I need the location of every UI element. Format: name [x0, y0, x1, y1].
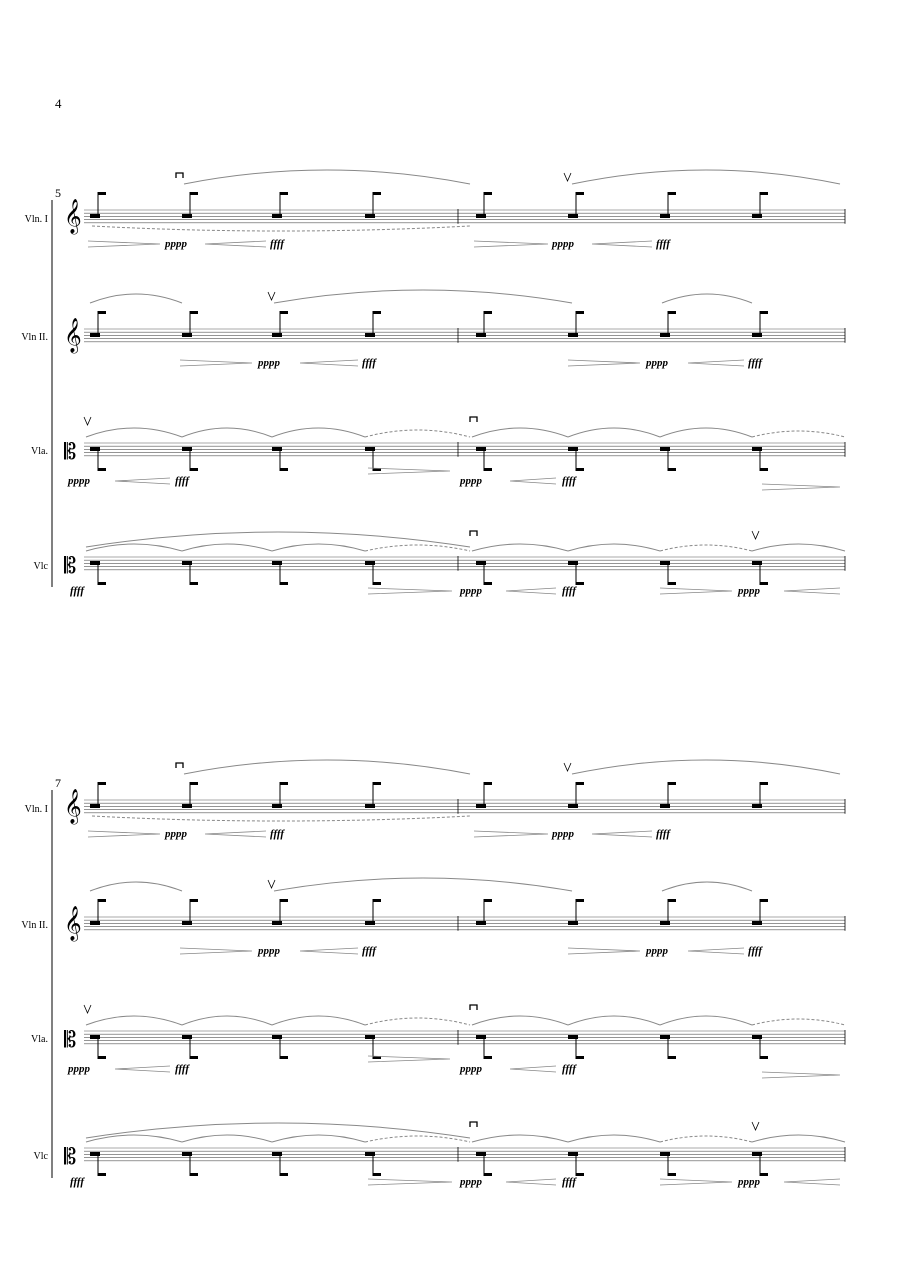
decrescendo-hairpin	[660, 588, 732, 594]
flag	[98, 1056, 106, 1059]
flag	[760, 1173, 768, 1176]
slur	[90, 882, 182, 891]
flag	[190, 1056, 198, 1059]
flag	[668, 311, 676, 314]
note-head	[752, 447, 762, 451]
flag	[190, 1173, 198, 1176]
decrescendo-hairpin	[474, 241, 548, 247]
flag	[484, 899, 492, 902]
note-head	[568, 214, 578, 218]
flag	[576, 468, 584, 471]
decrescendo-hairpin	[88, 241, 160, 247]
up-bow-icon	[564, 763, 571, 771]
flag	[760, 582, 768, 585]
alto-clef-icon: 𝄡	[64, 554, 77, 579]
note-head	[90, 561, 100, 565]
note-head	[568, 921, 578, 925]
note-head	[90, 1035, 100, 1039]
note-head	[660, 921, 670, 925]
note-head	[90, 921, 100, 925]
note-head	[365, 333, 375, 337]
note-head	[272, 561, 282, 565]
note-head	[90, 804, 100, 808]
flag	[280, 192, 288, 195]
note-head	[476, 214, 486, 218]
decrescendo-hairpin	[180, 948, 252, 954]
dynamic-marking: pppp	[165, 828, 187, 840]
dynamic-marking: pppp	[460, 585, 482, 597]
note-head	[752, 1152, 762, 1156]
note-head	[182, 333, 192, 337]
flag	[576, 311, 584, 314]
flag	[373, 192, 381, 195]
dynamic-marking: pppp	[165, 238, 187, 250]
flag	[98, 782, 106, 785]
flag	[373, 582, 381, 585]
crescendo-hairpin	[688, 948, 744, 954]
note-head	[272, 1152, 282, 1156]
dynamic-marking: ffff	[175, 1063, 190, 1075]
note-head	[182, 561, 192, 565]
slur	[660, 428, 752, 437]
note-head	[476, 804, 486, 808]
note-head	[660, 333, 670, 337]
decrescendo-hairpin	[88, 831, 160, 837]
flag	[190, 468, 198, 471]
flag	[668, 782, 676, 785]
flag	[98, 1173, 106, 1176]
slur	[660, 545, 752, 551]
slur	[92, 816, 470, 821]
crescendo-hairpin	[115, 1066, 170, 1072]
crescendo-hairpin	[115, 478, 170, 484]
crescendo-hairpin	[688, 360, 744, 366]
note-head	[365, 921, 375, 925]
dynamic-marking: pppp	[646, 357, 668, 369]
note-head	[182, 1152, 192, 1156]
note-head	[90, 333, 100, 337]
dynamic-marking: pppp	[460, 475, 482, 487]
flag	[576, 899, 584, 902]
flag	[373, 311, 381, 314]
treble-clef-icon: 𝄞	[64, 906, 82, 941]
slur	[182, 428, 272, 437]
flag	[373, 1173, 381, 1176]
dynamic-marking: ffff	[362, 357, 377, 369]
alto-clef-icon: 𝄡	[64, 1028, 77, 1053]
crescendo-hairpin	[510, 1066, 556, 1072]
flag	[668, 192, 676, 195]
slur	[86, 428, 182, 437]
down-bow-icon	[176, 763, 183, 768]
slur	[92, 226, 470, 231]
slur	[86, 1016, 182, 1025]
flag	[280, 1056, 288, 1059]
crescendo-hairpin	[592, 831, 652, 837]
up-bow-icon	[268, 880, 275, 888]
dynamic-marking: ffff	[748, 357, 763, 369]
note-head	[365, 804, 375, 808]
crescendo-hairpin	[784, 1179, 840, 1185]
crescendo-hairpin	[205, 241, 266, 247]
flag	[373, 782, 381, 785]
up-bow-icon	[752, 1122, 759, 1130]
note-head	[660, 561, 670, 565]
flag	[668, 468, 676, 471]
dynamic-marking: pppp	[258, 357, 280, 369]
flag	[280, 582, 288, 585]
slur	[365, 545, 470, 551]
note-head	[568, 804, 578, 808]
dynamic-marking: ffff	[562, 1176, 577, 1188]
crescendo-hairpin	[300, 360, 358, 366]
alto-clef-icon: 𝄡	[64, 440, 77, 465]
flag	[576, 192, 584, 195]
flag	[760, 782, 768, 785]
note-head	[660, 1035, 670, 1039]
flag	[760, 192, 768, 195]
slur	[274, 290, 572, 303]
note-head	[272, 804, 282, 808]
dynamic-marking: pppp	[738, 585, 760, 597]
decrescendo-hairpin	[568, 948, 640, 954]
note-head	[752, 1035, 762, 1039]
dynamic-marking: pppp	[646, 945, 668, 957]
dynamic-marking: ffff	[656, 828, 671, 840]
slur	[752, 544, 845, 551]
alto-clef-icon: 𝄡	[64, 1145, 77, 1170]
dynamic-marking: pppp	[738, 1176, 760, 1188]
down-bow-icon	[470, 1005, 477, 1010]
note-head	[476, 921, 486, 925]
dynamic-marking: pppp	[460, 1176, 482, 1188]
decrescendo-hairpin	[762, 1072, 840, 1078]
down-bow-icon	[470, 531, 477, 536]
note-head	[568, 1035, 578, 1039]
measure-number: 7	[55, 776, 61, 790]
slur	[752, 1019, 845, 1025]
dynamic-marking: ffff	[562, 475, 577, 487]
note-head	[476, 447, 486, 451]
slur	[472, 544, 568, 551]
flag	[484, 582, 492, 585]
slur	[365, 430, 470, 437]
decrescendo-hairpin	[762, 484, 840, 490]
slur	[662, 294, 752, 303]
slur	[365, 1018, 470, 1025]
note-head	[660, 804, 670, 808]
down-bow-icon	[470, 1122, 477, 1127]
note-head	[365, 1152, 375, 1156]
flag	[484, 468, 492, 471]
crescendo-hairpin	[506, 588, 556, 594]
note-head	[568, 333, 578, 337]
note-head	[182, 921, 192, 925]
note-head	[476, 561, 486, 565]
decrescendo-hairpin	[368, 1179, 452, 1185]
up-bow-icon	[752, 531, 759, 539]
dynamic-marking: pppp	[68, 475, 90, 487]
flag	[484, 192, 492, 195]
instrument-label-violin-2: Vln II.	[21, 332, 48, 343]
flag	[190, 899, 198, 902]
down-bow-icon	[176, 173, 183, 178]
treble-clef-icon: 𝄞	[64, 789, 82, 824]
slur	[182, 544, 272, 551]
note-head	[182, 214, 192, 218]
note-head	[365, 1035, 375, 1039]
note-head	[752, 561, 762, 565]
dynamic-marking: ffff	[70, 1176, 85, 1188]
flag	[760, 311, 768, 314]
dynamic-marking: pppp	[68, 1063, 90, 1075]
flag	[190, 311, 198, 314]
dynamic-marking: ffff	[270, 828, 285, 840]
flag	[760, 1056, 768, 1059]
flag	[668, 1173, 676, 1176]
flag	[668, 582, 676, 585]
note-head	[365, 447, 375, 451]
treble-clef-icon: 𝄞	[64, 199, 82, 234]
note-head	[272, 1035, 282, 1039]
slur	[568, 428, 660, 437]
crescendo-hairpin	[510, 478, 556, 484]
instrument-label-violin-1: Vln. I	[24, 804, 48, 815]
note-head	[272, 333, 282, 337]
dynamic-marking: ffff	[562, 1063, 577, 1075]
note-head	[568, 1152, 578, 1156]
flag	[98, 192, 106, 195]
dynamic-marking: ffff	[656, 238, 671, 250]
flag	[760, 468, 768, 471]
flag	[484, 1173, 492, 1176]
note-head	[272, 921, 282, 925]
flag	[668, 899, 676, 902]
slur	[272, 428, 365, 437]
note-head	[752, 804, 762, 808]
dynamic-marking: ffff	[175, 475, 190, 487]
dynamic-marking: pppp	[552, 238, 574, 250]
dynamic-marking: ffff	[748, 945, 763, 957]
decrescendo-hairpin	[474, 831, 548, 837]
note-head	[752, 214, 762, 218]
slur	[272, 1016, 365, 1025]
note-head	[365, 214, 375, 218]
slur	[660, 1016, 752, 1025]
flag	[190, 782, 198, 785]
flag	[190, 192, 198, 195]
note-head	[752, 333, 762, 337]
dynamic-marking: ffff	[70, 585, 85, 597]
instrument-label-cello: Vlc	[33, 1151, 48, 1162]
slur	[472, 1016, 568, 1025]
measure-number: 5	[55, 186, 61, 200]
note-head	[568, 561, 578, 565]
flag	[280, 468, 288, 471]
slur	[572, 170, 840, 184]
note-head	[660, 447, 670, 451]
slur	[272, 1135, 365, 1142]
flag	[373, 899, 381, 902]
flag	[98, 582, 106, 585]
slur	[572, 760, 840, 774]
slur	[472, 1135, 568, 1142]
flag	[576, 1056, 584, 1059]
note-head	[182, 447, 192, 451]
flag	[576, 1173, 584, 1176]
note-head	[182, 1035, 192, 1039]
flag	[280, 311, 288, 314]
dynamic-marking: pppp	[552, 828, 574, 840]
flag	[760, 899, 768, 902]
note-head	[90, 1152, 100, 1156]
note-head	[365, 561, 375, 565]
note-head	[568, 447, 578, 451]
slur	[568, 1135, 660, 1142]
instrument-label-violin-1: Vln. I	[24, 214, 48, 225]
instrument-label-viola: Vla.	[31, 1034, 48, 1045]
slur	[662, 882, 752, 891]
decrescendo-hairpin	[660, 1179, 732, 1185]
dynamic-marking: ffff	[562, 585, 577, 597]
slur	[182, 1016, 272, 1025]
flag	[280, 782, 288, 785]
slur	[274, 878, 572, 891]
flag	[484, 1056, 492, 1059]
decrescendo-hairpin	[180, 360, 252, 366]
instrument-label-violin-2: Vln II.	[21, 920, 48, 931]
up-bow-icon	[268, 292, 275, 300]
dynamic-marking: ffff	[270, 238, 285, 250]
flag	[98, 468, 106, 471]
slur	[182, 1135, 272, 1142]
decrescendo-hairpin	[368, 588, 452, 594]
note-head	[476, 1152, 486, 1156]
flag	[484, 311, 492, 314]
slur	[752, 431, 845, 437]
crescendo-hairpin	[784, 588, 840, 594]
note-head	[476, 1035, 486, 1039]
dynamic-marking: pppp	[460, 1063, 482, 1075]
note-head	[660, 1152, 670, 1156]
flag	[98, 899, 106, 902]
note-head	[476, 333, 486, 337]
flag	[576, 582, 584, 585]
flag	[668, 1056, 676, 1059]
crescendo-hairpin	[592, 241, 652, 247]
flag	[280, 1173, 288, 1176]
decrescendo-hairpin	[568, 360, 640, 366]
slur	[184, 170, 470, 184]
up-bow-icon	[84, 1005, 91, 1013]
flag	[280, 899, 288, 902]
flag	[484, 782, 492, 785]
flag	[576, 782, 584, 785]
slur	[568, 544, 660, 551]
note-head	[182, 804, 192, 808]
page-number: 4	[55, 96, 62, 111]
instrument-label-viola: Vla.	[31, 446, 48, 457]
slur	[90, 294, 182, 303]
up-bow-icon	[564, 173, 571, 181]
dynamic-marking: ffff	[362, 945, 377, 957]
slur	[184, 760, 470, 774]
slur	[568, 1016, 660, 1025]
slur	[272, 544, 365, 551]
slur	[752, 1135, 845, 1142]
crescendo-hairpin	[300, 948, 358, 954]
down-bow-icon	[470, 417, 477, 422]
crescendo-hairpin	[506, 1179, 556, 1185]
note-head	[660, 214, 670, 218]
slur	[660, 1136, 752, 1142]
treble-clef-icon: 𝄞	[64, 318, 82, 353]
note-head	[90, 447, 100, 451]
slur	[472, 428, 568, 437]
slur	[365, 1136, 470, 1142]
crescendo-hairpin	[205, 831, 266, 837]
up-bow-icon	[84, 417, 91, 425]
note-head	[90, 214, 100, 218]
flag	[190, 582, 198, 585]
flag	[98, 311, 106, 314]
instrument-label-cello: Vlc	[33, 561, 48, 572]
note-head	[272, 214, 282, 218]
note-head	[752, 921, 762, 925]
note-head	[272, 447, 282, 451]
dynamic-marking: pppp	[258, 945, 280, 957]
